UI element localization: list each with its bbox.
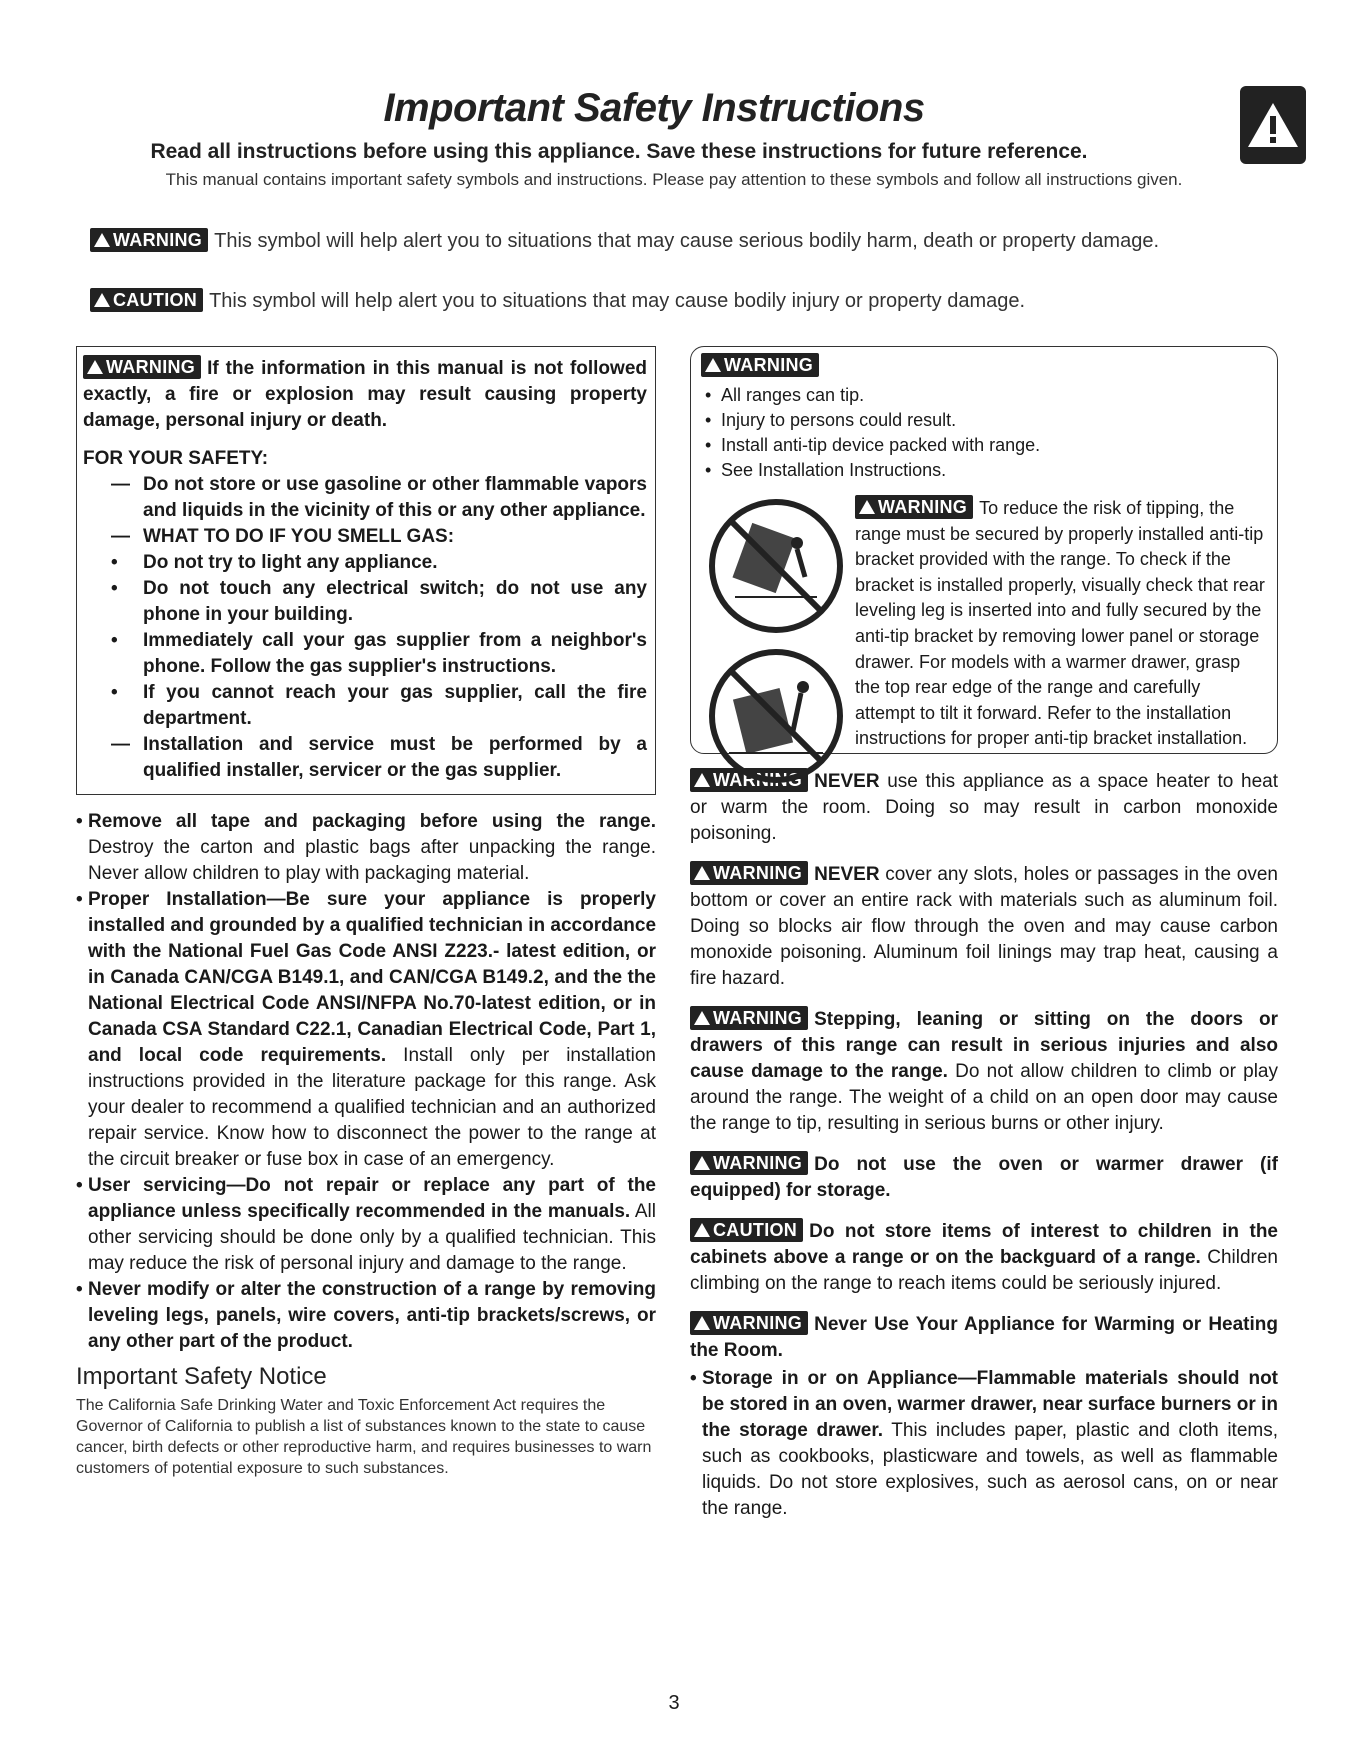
alert-triangle-icon: [694, 1011, 710, 1025]
warning-badge: WARNING: [855, 495, 973, 519]
warning-badge: WARNING: [690, 1311, 808, 1335]
page-number: 3: [668, 1692, 680, 1714]
warning-badge: WARNING: [690, 1151, 808, 1175]
alert-triangle-icon: [694, 1223, 710, 1237]
alert-triangle-icon: [705, 358, 721, 372]
list-item: • Remove all tape and packaging before using the range. Destroy the carton and plastic bags after unpacking the range. Never allow children to play with packaging material.: [76, 811, 656, 884]
list-item: • Proper Installation—Be sure your appliance is properly installed and grounded by a qualified technician in accordance with the National Fuel Gas Code ANSI Z223.- latest edition, or in Canada CAN/CGA B149.1, and CAN/CGA B149.2, and the the National Electrical Code ANSI/NFPA No.70-latest edition, or in Canada CSA Standard C22.1, Canadian Electrical Code, Part 1, and local code requirements. Install only per installation instructions provided in the literature package for this range. Ask your dealer to recommend a qualified technician and an authorized repair service. Know how to disconnect the power to the range at the circuit breaker or fuse box in case of an emergency.: [76, 889, 657, 1170]
gas-warning-box: [76, 346, 656, 795]
warning-badge: WARNING: [83, 355, 201, 379]
caution-legend: [90, 288, 1025, 313]
warning-block: WARNING Stepping, leaning or sitting on the doors or drawers of this range can result in serious injuries and also cause damage to the range. Do not allow children to climb or play around the range. The weight of a child on an open door may cause the range to tip, resulting in serious burns or other injury.: [690, 1008, 1278, 1134]
list-item: — Do not store or use gasoline or other flammable vapors and liquids in the vicinity of this or any other appliance.: [111, 474, 647, 521]
gas-safety-list: [83, 472, 647, 784]
anti-tip-warning-box: [690, 346, 1278, 754]
safety-alert-icon: [1240, 86, 1306, 164]
page-subtitle: Read all instructions before using this appliance. Save these instructions for future reference.: [150, 140, 1088, 163]
warning-badge: WARNING: [690, 1006, 808, 1030]
list-item: • Immediately call your gas supplier from a neighbor's phone. Follow the gas supplier's instructions.: [111, 630, 647, 677]
alert-triangle-icon: [94, 293, 110, 307]
tip-list: [701, 383, 1267, 483]
warning-block: WARNING NEVER use this appliance as a space heater to heat or warm the room. Doing so may result in carbon monoxide poisoning.: [690, 770, 1278, 844]
child-climbing-prohibited-icon: [705, 495, 847, 637]
list-item: • If you cannot reach your gas supplier, call the fire department.: [111, 682, 647, 729]
page-header: [0, 80, 1348, 190]
caution-badge: CAUTION: [90, 288, 203, 312]
alert-triangle-icon: [694, 866, 710, 880]
list-item: • Storage in or on Appliance—Flammable materials should not be stored in an oven, warmer drawer, near surface burners or in the storage drawer. This includes paper, plastic and cloth items, such as cookbooks, plasticware and towels, as well as flammable liquids. Do not store explosives, such as aerosol cans, on or near the range.: [690, 1368, 1278, 1519]
list-item: • All ranges can tip.: [705, 385, 865, 405]
warning-badge: WARNING: [690, 861, 808, 885]
list-item: • Do not try to light any appliance.: [111, 552, 438, 573]
alert-triangle-icon: [694, 773, 710, 787]
caution-legend-text: This symbol will help alert you to situations that may cause bodily injury or property damage.: [209, 290, 1026, 312]
list-item: • See Installation Instructions.: [705, 460, 947, 480]
range-tipping-prohibited-icon: [705, 645, 847, 787]
intro-text: This manual contains important safety symbols and instructions. Please pay attention to these symbols and follow all instructions given.: [165, 170, 1183, 189]
alert-triangle-icon: [87, 360, 103, 374]
list-item: • Injury to persons could result.: [705, 410, 957, 430]
safety-notice-text: The California Safe Drinking Water and Toxic Enforcement Act requires the Governor of California to publish a list of substances known to the state to cause cancer, birth defects or other reproductive harm, and requires businesses to warn customers of potential exposure to such substances.: [76, 1397, 652, 1477]
caution-badge: CAUTION: [690, 1218, 803, 1242]
list-item: • Do not touch any electrical switch; do not use any phone in your building.: [111, 578, 647, 625]
list-item: — Installation and service must be performed by a qualified installer, servicer or the gas supplier.: [111, 734, 647, 781]
warning-block: WARNING NEVER cover any slots, holes or passages in the oven bottom or cover an entire rack with materials such as aluminum foil. Doing so blocks air flow through the oven and may cause carbon monoxide poisoning. Aluminum foil linings may trap heat, causing a fire hazard.: [690, 863, 1278, 989]
storage-block: [690, 1366, 1278, 1522]
warning-block: WARNING Never Use Your Appliance for Warming or Heating the Room.: [690, 1313, 1278, 1361]
alert-triangle-icon: [859, 500, 875, 514]
warning-badge: WARNING: [701, 353, 819, 377]
warning-badge: WARNING: [90, 228, 208, 252]
right-column: [690, 346, 1278, 1522]
warning-badge: WARNING: [690, 768, 808, 792]
page-title: Important Safety Instructions: [383, 86, 925, 130]
safety-bullets: [76, 809, 656, 1355]
list-item: • User servicing—Do not repair or replace any part of the appliance unless specifically recommended in the manuals. All other servicing should be done only by a qualified technician. This may reduce the risk of personal injury and damage to the range.: [76, 1175, 656, 1274]
warning-legend-text: This symbol will help alert you to situations that may cause serious bodily harm, death or property damage.: [214, 230, 1160, 252]
alert-triangle-icon: [94, 233, 110, 247]
left-column: [76, 346, 656, 1479]
warning-legend: [90, 228, 1159, 253]
gas-warning-lead: If the information in this manual is not followed exactly, a fire or explosion may result causing property damage, personal injury or death.: [83, 358, 647, 431]
safety-notice-heading: Important Safety Notice: [76, 1363, 327, 1390]
for-your-safety-heading: FOR YOUR SAFETY:: [83, 448, 269, 469]
list-item: • Never modify or alter the construction of a range by removing leveling legs, panels, wire covers, anti-tip brackets/screws, or any other part of the product.: [76, 1279, 656, 1352]
warning-block: WARNING Do not use the oven or warmer drawer (if equipped) for storage.: [690, 1153, 1278, 1201]
caution-block: CAUTION Do not store items of interest to children in the cabinets above a range or on the backguard of a range. Children climbing on the range to reach items could be seriously injured.: [690, 1220, 1278, 1294]
anti-tip-body: WARNING To reduce the risk of tipping, the range must be secured by properly installed anti-tip bracket provided with the range. To check if the bracket is installed properly, visually check that rear leveling leg is inserted into and fully secured by the anti-tip bracket by removing lower panel or storage drawer. For models with a warmer drawer, grasp the top rear edge of the range and carefully attempt to tilt it forward. Refer to the installation instructions for proper anti-tip bracket installation.: [855, 497, 1265, 749]
list-item: • Install anti-tip device packed with range.: [705, 435, 1041, 455]
alert-triangle-icon: [694, 1316, 710, 1330]
alert-triangle-icon: [694, 1156, 710, 1170]
list-item: — WHAT TO DO IF YOU SMELL GAS:: [111, 526, 455, 547]
